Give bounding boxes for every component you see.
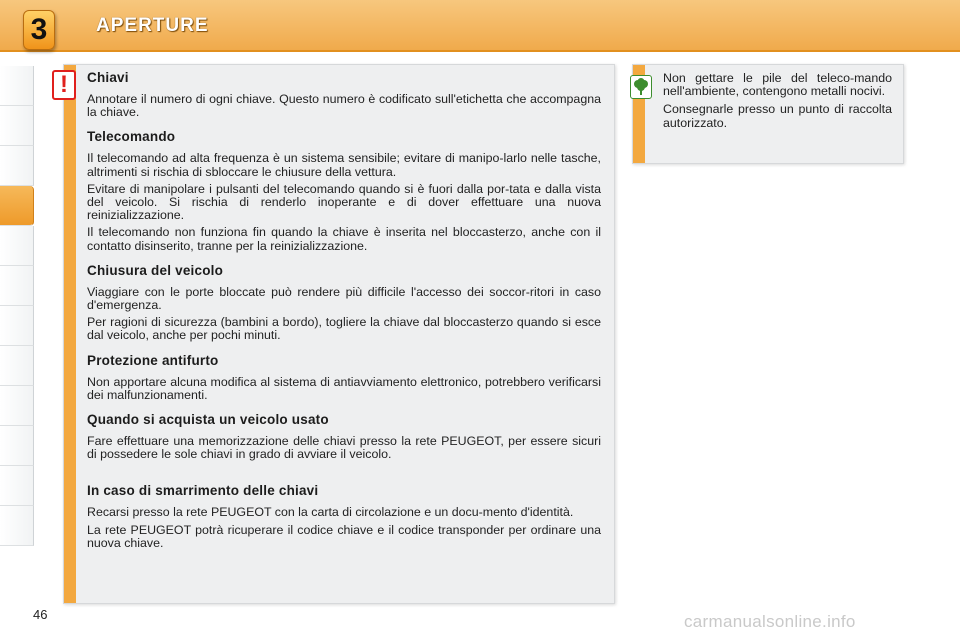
- section-paragraph: Evitare di manipolare i pulsanti del telecomando quando si è fuori dalla por-tata e dalla vista del veicolo. Si rischia di renderlo inoperante e di dover effettuare una nuova reinizializzazione.: [87, 181, 601, 223]
- section-paragraph: Il telecomando ad alta frequenza è un sistema sensibile; evitare di manipo-larlo nelle tasche, altrimenti si rischia di sbloccare le chiusure della vettura.: [87, 151, 601, 179]
- section-heading: Telecomando: [87, 129, 176, 145]
- warning-exclamation-icon: !: [52, 70, 76, 100]
- panel-accent-strip: [64, 65, 76, 603]
- header-divider: [0, 50, 960, 52]
- warning-content: [87, 70, 601, 560]
- section-paragraph: Fare effettuare una memorizzazione delle chiavi presso la rete PEUGEOT, per essere sicuri di possedere le sole chiavi in grado di avviare il veicolo.: [87, 434, 601, 462]
- chapter-number-badge: 3: [23, 10, 55, 50]
- section-heading: Chiavi: [87, 70, 129, 85]
- section-paragraph: Recarsi presso la rete PEUGEOT con la carta di circolazione e un docu-mento d'identità.: [87, 505, 574, 520]
- chapter-tab-5[interactable]: [0, 226, 34, 266]
- chapter-tab-2[interactable]: [0, 106, 34, 146]
- eco-note-content: [663, 72, 892, 135]
- section-antifurto: [87, 353, 601, 402]
- section-heading: In caso di smarrimento delle chiavi: [87, 483, 319, 499]
- chapter-tab-3[interactable]: [0, 146, 34, 186]
- section-veicolo-usato: [87, 412, 601, 461]
- section-heading: Quando si acquista un veicolo usato: [87, 412, 329, 428]
- section-paragraph: Viaggiare con le porte bloccate può rendere più difficile l'accesso dei soccor-ritori in caso d'emergenza.: [87, 284, 601, 313]
- chapter-tabs: [0, 66, 34, 546]
- section-paragraph: Il telecomando non funziona fin quando la chiave è inserita nel bloccasterzo, anche con il contatto disinserito, tranne per la reinizializzazione.: [87, 225, 601, 253]
- chapter-tab-active[interactable]: [0, 186, 34, 226]
- section-smarrimento: [87, 483, 601, 550]
- chapter-tab-1[interactable]: [0, 66, 34, 106]
- section-telecomando: [87, 129, 601, 252]
- watermark: carmanualsonline.info: [684, 612, 856, 631]
- chapter-tab-9[interactable]: [0, 386, 34, 426]
- section-chiavi: [87, 70, 601, 119]
- note-paragraph: Consegnarle presso un punto di raccolta autorizzato.: [663, 102, 892, 130]
- chapter-tab-12[interactable]: [0, 506, 34, 546]
- section-paragraph: Annotare il numero di ogni chiave. Questo numero è codificato sull'etichetta che accompagna la chiave.: [87, 92, 601, 120]
- tree-icon: [630, 75, 652, 99]
- section-heading: Chiusura del veicolo: [87, 262, 224, 278]
- chapter-tab-8[interactable]: [0, 346, 34, 386]
- section-heading: Protezione antifurto: [87, 352, 219, 368]
- section-paragraph: Non apportare alcuna modifica al sistema di antiavviamento elettronico, potrebbero verificarsi dei malfunzionamenti.: [87, 374, 601, 402]
- section-paragraph: La rete PEUGEOT potrà ricuperare il codice chiave e il codice transponder per ordinare una nuova chiave.: [87, 522, 601, 550]
- chapter-title: APERTURE: [96, 15, 209, 36]
- note-paragraph: Non gettare le pile del teleco-mando nell'ambiente, contengono metalli nocivi.: [663, 71, 892, 99]
- page-number: 46: [33, 607, 48, 622]
- chapter-tab-10[interactable]: [0, 426, 34, 466]
- section-paragraph: Per ragioni di sicurezza (bambini a bordo), togliere la chiave dal bloccasterzo quando si esce dal veicolo, anche per pochi minuti.: [87, 315, 601, 343]
- chapter-tab-11[interactable]: [0, 466, 34, 506]
- section-chiusura: [87, 263, 601, 343]
- chapter-tab-6[interactable]: [0, 266, 34, 306]
- chapter-tab-7[interactable]: [0, 306, 34, 346]
